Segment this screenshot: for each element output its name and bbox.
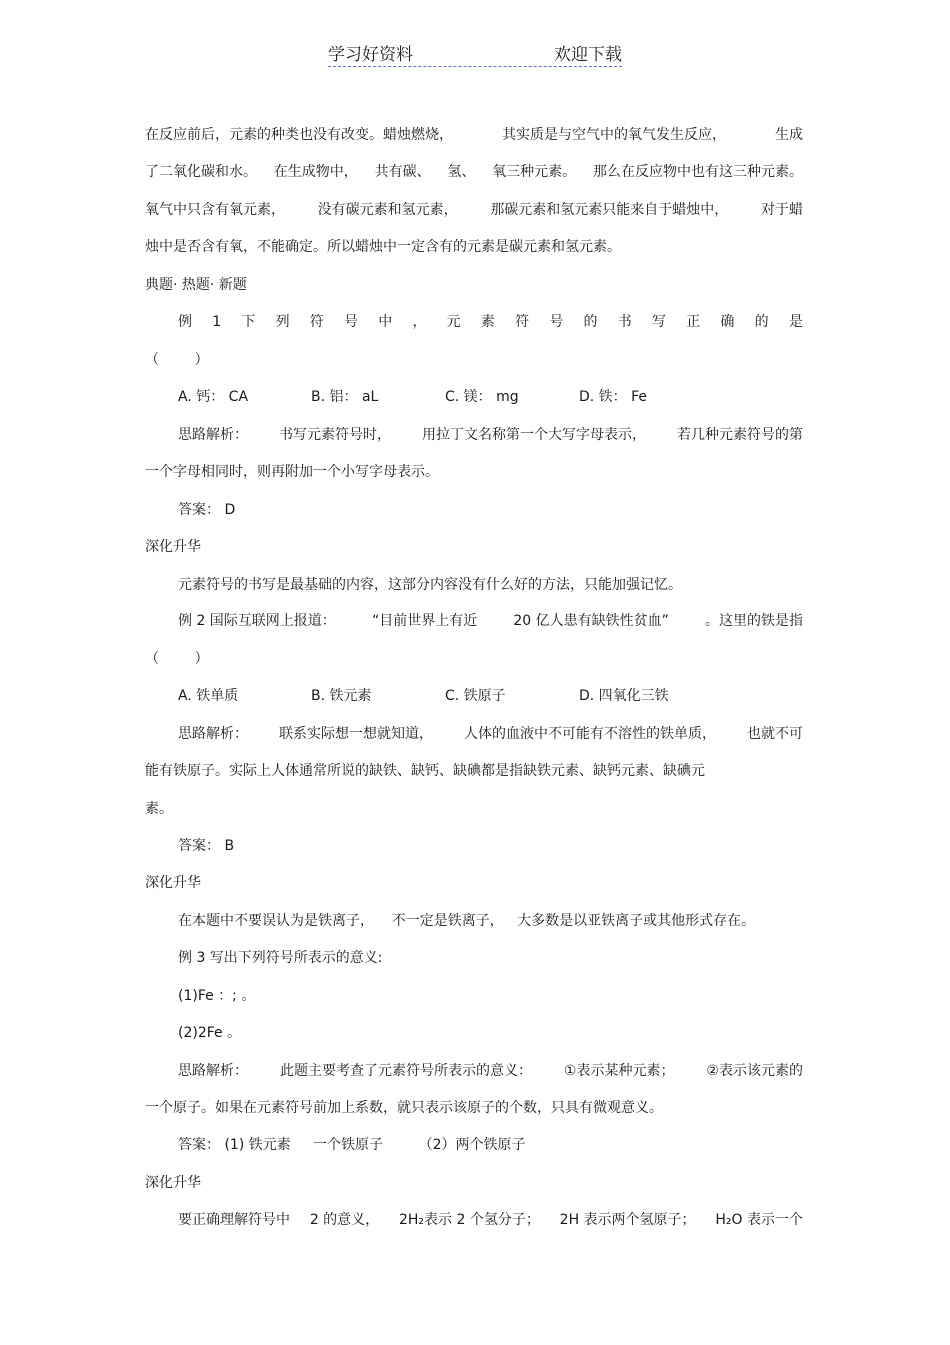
ex2-analysis-line-1: 思路解析： 联系实际想一想就知道， 人体的血液中不可能有不溶性的铁单质， 也就不可 <box>178 726 803 742</box>
ex3-item-1: (1)Fe ：; 。 <box>178 988 256 1004</box>
ex1-option-b: B. 铝： aL <box>311 389 379 405</box>
ex1-option-c: C. 镁： mg <box>445 389 519 405</box>
ex1-answer: 答案： D <box>178 502 236 518</box>
section-title: 典题· 热题· 新题 <box>145 277 247 293</box>
ex2-option-d: D. 四氧化三铁 <box>579 688 669 704</box>
ex2-deepen-title: 深化升华 <box>145 875 201 891</box>
ex1-paren: （ ） <box>145 352 209 368</box>
ex1-question: 例 1 下 列 符 号 中 ， 元 素 符 号 的 书 写 正 确 的 是 <box>178 314 803 330</box>
ex1-deepen-text: 元素符号的书写是最基础的内容，这部分内容没有什么好的方法，只能加强记忆。 <box>178 577 682 593</box>
ex3-answer: 答案： (1) 铁元素 一个铁原子 （2）两个铁原子 <box>178 1137 526 1153</box>
header-left-text: 学习好资料 <box>328 45 413 65</box>
intro-line-3: 氧气中只含有氧元素， 没有碳元素和氢元素， 那碳元素和氢元素只能来自于蜡烛中， 对于蜡 <box>145 202 803 218</box>
header-right-text: 欢迎下载 <box>554 45 622 65</box>
ex3-item-2: (2)2Fe 。 <box>178 1025 242 1041</box>
ex1-analysis-line-1: 思路解析： 书写元素符号时， 用拉丁文名称第一个大写字母表示， 若几种元素符号的第 <box>178 427 803 443</box>
ex2-option-c: C. 铁原子 <box>445 688 506 704</box>
ex2-option-a: A. 铁单质 <box>178 688 239 704</box>
ex3-analysis-line-2: 一个原子。如果在元素符号前加上系数，就只表示该原子的个数，只具有微观意义。 <box>145 1100 663 1116</box>
ex3-deepen-line: 要正确理解符号中 2 的意义， 2H₂表示 2 个氢分子； 2H 表示两个氢原子； H₂O 表示一个 <box>178 1212 803 1228</box>
ex2-question: 例 2 国际互联网上报道： “目前世界上有近 20 亿人患有缺铁性贫血” 。这里的铁是指 <box>178 613 803 629</box>
intro-line-4: 烛中是否含有氧，不能确定。所以蜡烛中一定含有的元素是碳元素和氢元素。 <box>145 239 621 255</box>
ex1-option-a: A. 钙： CA <box>178 389 249 405</box>
ex2-answer: 答案： B <box>178 838 235 854</box>
ex2-analysis-line-3: 素。 <box>145 801 173 817</box>
ex3-deepen-title: 深化升华 <box>145 1175 201 1191</box>
page-header <box>328 40 622 67</box>
ex2-option-b: B. 铁元素 <box>311 688 372 704</box>
ex3-question: 例 3 写出下列符号所表示的意义: <box>178 950 383 966</box>
ex2-analysis-line-2: 能有铁原子。实际上人体通常所说的缺铁、缺钙、缺碘都是指缺铁元素、缺钙元素、缺碘元 <box>145 763 705 779</box>
intro-line-2: 了二氧化碳和水。 在生成物中， 共有碳、 氢、 氧三种元素。 那么在反应物中也有这三种元素。 <box>145 164 803 180</box>
ex1-deepen-title: 深化升华 <box>145 539 201 555</box>
ex1-analysis-line-2: 一个字母相同时，则再附加一个小写字母表示。 <box>145 464 439 480</box>
ex2-deepen-text: 在本题中不要误认为是铁离子， 不一定是铁离子， 大多数是以亚铁离子或其他形式存在。 <box>178 913 756 929</box>
ex1-option-d: D. 铁： Fe <box>579 389 648 405</box>
ex3-analysis-line-1: 思路解析： 此题主要考查了元素符号所表示的意义： ①表示某种元素； ②表示该元素的 <box>178 1063 803 1079</box>
ex2-paren: （ ） <box>145 651 209 667</box>
intro-line-1: 在反应前后，元素的种类也没有改变。蜡烛燃烧， 其实质是与空气中的氧气发生反应， 生成 <box>145 127 803 143</box>
